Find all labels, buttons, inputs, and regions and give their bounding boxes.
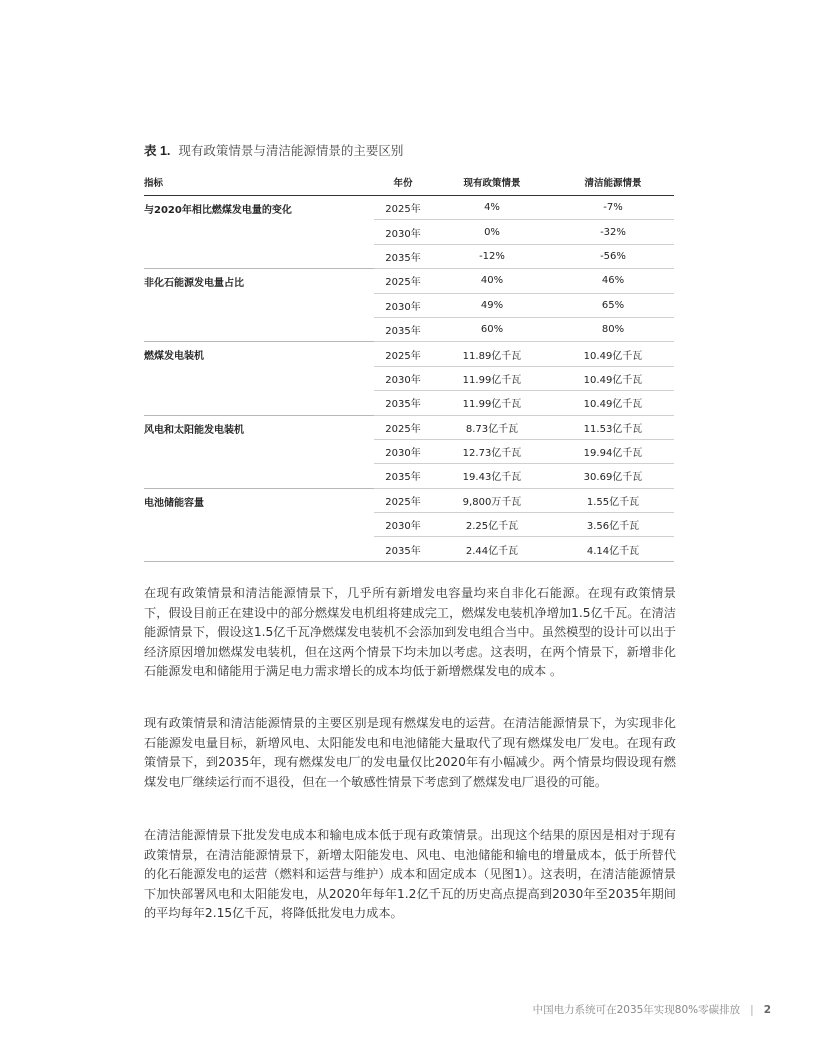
current-policy-cell: 11.89亿千瓦 bbox=[432, 342, 552, 366]
current-policy-cell: 4% bbox=[432, 196, 552, 220]
clean-energy-cell: -32% bbox=[552, 220, 674, 244]
header-year: 年份 bbox=[374, 169, 432, 196]
comparison-table bbox=[144, 169, 674, 562]
year-cell: 2035年 bbox=[374, 244, 432, 268]
current-policy-cell: 9,800万千瓦 bbox=[432, 488, 552, 512]
year-cell: 2030年 bbox=[374, 513, 432, 537]
page-footer bbox=[533, 1002, 771, 1017]
clean-energy-cell: 11.53亿千瓦 bbox=[552, 415, 674, 439]
year-cell: 2030年 bbox=[374, 366, 432, 390]
indicator-cell: 非化石能源发电量占比 bbox=[144, 269, 374, 342]
clean-energy-cell: 46% bbox=[552, 269, 674, 293]
current-policy-cell: 12.73亿千瓦 bbox=[432, 439, 552, 463]
clean-energy-cell: 80% bbox=[552, 317, 674, 341]
indicator-cell: 风电和太阳能发电装机 bbox=[144, 415, 374, 488]
current-policy-cell: 19.43亿千瓦 bbox=[432, 464, 552, 488]
clean-energy-cell: 10.49亿千瓦 bbox=[552, 366, 674, 390]
body-paragraph-2: 现有政策情景和清洁能源情景的主要区别是现有燃煤发电的运营。在清洁能源情景下，为实现非化石能源发电量目标，新增风电、太阳能发电和电池储能大量取代了现有燃煤发电厂发电。在现有政策情景下，到2035年，现有燃煤发电厂的发电量仅比2020年有小幅减少。两个情景均假设现有燃煤发电厂继续运行而不退役，但在一个敏感性情景下考虑到了燃煤发电厂退役的可能。 bbox=[144, 716, 676, 789]
footer-separator: | bbox=[750, 1004, 754, 1016]
footer-title: 中国电力系统可在2035年实现80%零碳排放 bbox=[532, 1004, 741, 1016]
body-paragraph-3: 在清洁能源情景下批发发电成本和输电成本低于现有政策情景。出现这个结果的原因是相对于现有政策情景，在清洁能源情景下，新增太阳能发电、风电、电池储能和输电的增量成本，低于所替代的化石能源发电的运营（燃料和运营与维护）成本和固定成本（见图1）。这表明，在清洁能源情景下加快部署风电和太阳能发电，从2020年每年1.2亿千瓦的历史高点提高到2030年至2035年期间的平均每年2.15亿千瓦，将降低批发电力成本。 bbox=[144, 828, 676, 920]
current-policy-cell: 8.73亿千瓦 bbox=[432, 415, 552, 439]
year-cell: 2035年 bbox=[374, 391, 432, 415]
body-paragraph-1: 在现有政策情景和清洁能源情景下，几乎所有新增发电容量均来自非化石能源。在现有政策情景下，假设目前正在建设中的部分燃煤发电机组将建成完工，燃煤发电装机净增加1.5亿千瓦。在清洁能源情景下，假设这1.5亿千瓦净燃煤发电装机不会添加到发电组合当中。虽然模型的设计可以出于经济原因增加燃煤发电装机，但在这两个情景下均未加以考虑。这表明，在两个情景下，新增非化石能源发电和储能用于满足电力需求增长的成本均低于新增燃煤发电的成本 。 bbox=[144, 586, 676, 678]
table-row bbox=[144, 342, 674, 366]
table-number: 表 1. bbox=[144, 144, 171, 158]
table-row bbox=[144, 196, 674, 220]
clean-energy-cell: 65% bbox=[552, 293, 674, 317]
clean-energy-cell: 10.49亿千瓦 bbox=[552, 342, 674, 366]
current-policy-cell: 49% bbox=[432, 293, 552, 317]
year-cell: 2025年 bbox=[374, 415, 432, 439]
year-cell: 2025年 bbox=[374, 196, 432, 220]
current-policy-cell: 11.99亿千瓦 bbox=[432, 366, 552, 390]
current-policy-cell: 0% bbox=[432, 220, 552, 244]
current-policy-cell: 2.44亿千瓦 bbox=[432, 537, 552, 561]
table-title: 现有政策情景与清洁能源情景的主要区别 bbox=[178, 143, 404, 158]
year-cell: 2025年 bbox=[374, 488, 432, 512]
clean-energy-cell: -56% bbox=[552, 244, 674, 268]
clean-energy-cell: 10.49亿千瓦 bbox=[552, 391, 674, 415]
current-policy-cell: 40% bbox=[432, 269, 552, 293]
header-indicator: 指标 bbox=[144, 169, 374, 196]
year-cell: 2035年 bbox=[374, 464, 432, 488]
clean-energy-cell: 1.55亿千瓦 bbox=[552, 488, 674, 512]
indicator-cell: 燃煤发电装机 bbox=[144, 342, 374, 415]
indicator-cell: 电池储能容量 bbox=[144, 488, 374, 561]
page-number: 2 bbox=[763, 1004, 771, 1016]
header-clean-energy: 清洁能源情景 bbox=[552, 169, 674, 196]
table-row bbox=[144, 269, 674, 293]
year-cell: 2025年 bbox=[374, 342, 432, 366]
current-policy-cell: 60% bbox=[432, 317, 552, 341]
current-policy-cell: -12% bbox=[432, 244, 552, 268]
table-caption bbox=[144, 141, 403, 159]
clean-energy-cell: -7% bbox=[552, 196, 674, 220]
table-header-row bbox=[144, 169, 674, 196]
year-cell: 2030年 bbox=[374, 220, 432, 244]
year-cell: 2030年 bbox=[374, 293, 432, 317]
year-cell: 2025年 bbox=[374, 269, 432, 293]
current-policy-cell: 11.99亿千瓦 bbox=[432, 391, 552, 415]
clean-energy-cell: 19.94亿千瓦 bbox=[552, 439, 674, 463]
indicator-cell: 与2020年相比燃煤发电量的变化 bbox=[144, 196, 374, 269]
year-cell: 2035年 bbox=[374, 317, 432, 341]
clean-energy-cell: 3.56亿千瓦 bbox=[552, 513, 674, 537]
table-row bbox=[144, 415, 674, 439]
clean-energy-cell: 4.14亿千瓦 bbox=[552, 537, 674, 561]
table-row bbox=[144, 488, 674, 512]
header-current-policy: 现有政策情景 bbox=[432, 169, 552, 196]
year-cell: 2030年 bbox=[374, 439, 432, 463]
year-cell: 2035年 bbox=[374, 537, 432, 561]
clean-energy-cell: 30.69亿千瓦 bbox=[552, 464, 674, 488]
current-policy-cell: 2.25亿千瓦 bbox=[432, 513, 552, 537]
